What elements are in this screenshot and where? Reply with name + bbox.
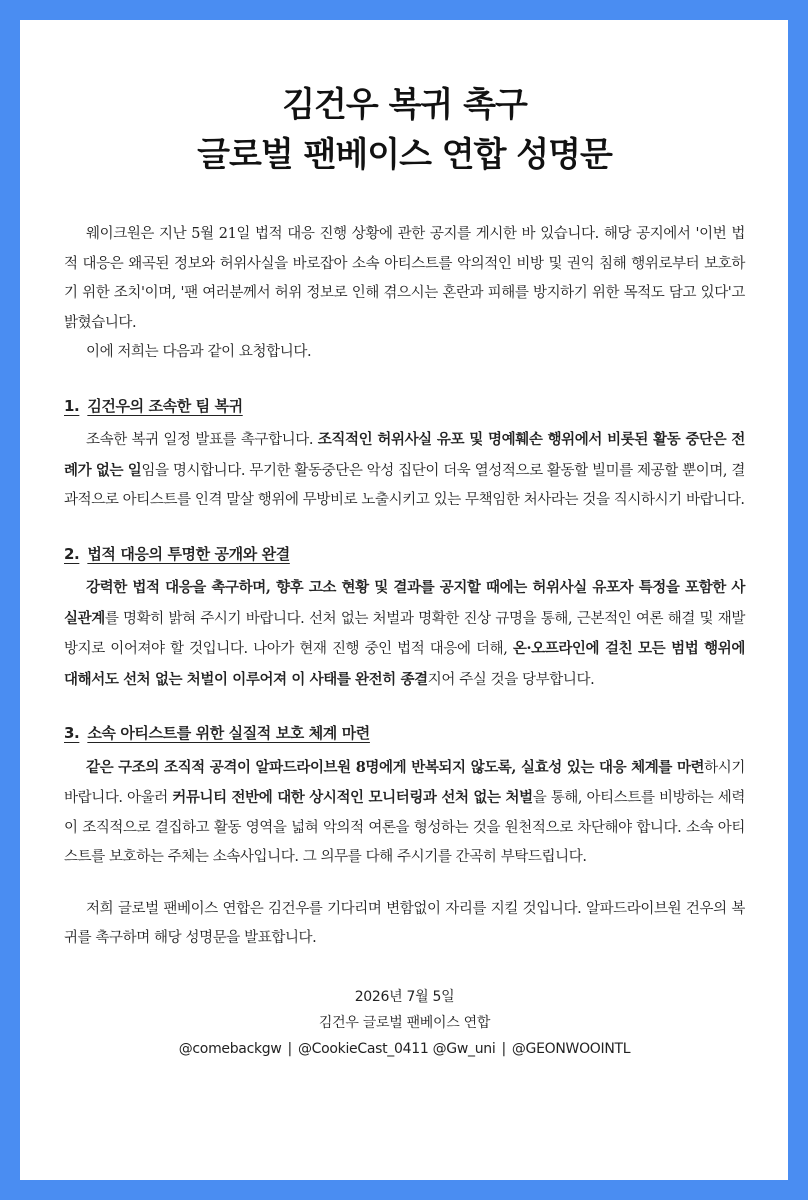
handle-geonwoointl: @GEONWOOINTL xyxy=(511,1040,631,1057)
handle-gw-uni: @Gw_uni xyxy=(432,1040,496,1057)
handle-separator: | xyxy=(501,1040,506,1057)
section-3-number: 3. xyxy=(64,724,80,742)
section-1-paragraph xyxy=(64,425,745,516)
handle-cookiecast: @CookieCast_0411 xyxy=(297,1040,429,1057)
section-3-title: 소속 아티스트를 위한 실질적 보호 체계 마련 xyxy=(87,724,370,742)
section-3-heading xyxy=(64,719,745,749)
section-2-bold-2: 온·오프라인에 걸친 모든 범법 행위에 대해서도 선처 없는 처벌이 이루어져 이 사태를 완전히 종결 xyxy=(64,640,745,688)
section-3-bold-1: 같은 구조의 조직적 공격이 알파드라이브원 8명에게 반복되지 않도록, 실효성 있는 대응 체계를 마련 xyxy=(86,758,705,776)
section-1-bold-1: 조직적인 허위사실 유포 및 명예훼손 행위에서 비롯된 활동 중단은 전례가 없는 일 xyxy=(64,431,746,479)
section-2-bold-1: 강력한 법적 대응을 촉구하며, 향후 고소 현황 및 결과를 공지할 때에는 허위사실 유포자 특정을 포함한 사실관계 xyxy=(64,579,745,627)
closing-paragraph: 저희 글로벌 팬베이스 연합은 김건우를 기다리며 변함없이 자리를 지킬 것입니다. 알파드라이브원 건우의 복귀를 촉구하며 해당 성명문을 발표합니다. xyxy=(64,900,745,946)
section-2-paragraph xyxy=(64,573,745,695)
section-2-title: 법적 대응의 투명한 공개와 완결 xyxy=(87,544,290,563)
section-1-heading xyxy=(64,392,745,422)
section-3-text-2: 하시기 바랍니다. 아울러 xyxy=(64,759,745,806)
section-2-text-2: 를 명확히 밝혀 주시기 바랍니다. 선처 없는 처벌과 명확한 진상 규명을 통해, 근본적인 여론 해결 및 재발 방지로 이어져야 할 것입니다. 나아가 현재 진행 중인 법적 대응에 더해, xyxy=(64,610,745,657)
intro-paragraph: 웨이크원은 지난 5월 21일 법적 대응 진행 상황에 관한 공지를 게시한 바 있습니다. 해당 공지에서 '이번 법적 대응은 왜곡된 정보와 허위사실을 바로잡아 소속 아티스트를 악의적인 비방 및 권익 침해 행위로부터 보호하기 위한 조치'이며, '팬 여러분께서 허위 정보로 인해 겪으시는 혼란과 피해를 방지하기 위한 목적도 담고 있다'고 밝혔습니다. xyxy=(64,226,745,331)
title-line-1: 김건우 복귀 촉구 xyxy=(282,85,527,125)
title-line-2: 글로벌 팬베이스 연합 성명문 xyxy=(197,135,612,175)
handle-comebackgw: @comebackgw xyxy=(178,1040,282,1057)
organization-name: 김건우 글로벌 팬베이스 연합 xyxy=(318,1014,491,1031)
section-2-text-3: 지어 주실 것을 당부합니다. xyxy=(427,671,595,688)
section-3-bold-2: 커뮤니티 전반에 대한 상시적인 모니터링과 선처 없는 처벌 xyxy=(172,789,533,806)
handle-separator: | xyxy=(287,1040,292,1057)
section-1-text-2: 임을 명시합니다. 무기한 활동중단은 악성 집단이 더욱 열성적으로 활동할 빌미를 제공할 뿐이며, 결과적으로 아티스트를 인격 말살 행위에 무방비로 노출시키고 있는 무책임한 처사라는 것을 직시하시기 바랍니다. xyxy=(64,462,745,508)
statement-body xyxy=(64,220,745,954)
intro-request: 이에 저희는 다음과 같이 요청합니다. xyxy=(86,344,312,360)
section-2-number: 2. xyxy=(64,544,80,563)
section-3-text-3: 을 통해, 아티스트를 비방하는 세력이 조직적으로 결집하고 활동 영역을 넓혀 악의적 여론을 형성하는 것을 원천적으로 차단해야 합니다. 소속 아티스트를 보호하는 주체는 소속사입니다. 그 의무를 다해 주시기를 간곡히 부탁드립니다. xyxy=(64,790,746,865)
section-1-text-1: 조속한 복귀 일정 발표를 촉구합니다. xyxy=(86,432,318,448)
section-3-paragraph xyxy=(64,753,745,873)
statement-title xyxy=(64,80,745,180)
statement-date: 2026년 7월 5일 xyxy=(354,988,455,1005)
section-1-number: 1. xyxy=(64,396,80,415)
signature-block xyxy=(64,984,745,1062)
section-1-title: 김건우의 조속한 팀 복귀 xyxy=(87,396,243,415)
section-2-heading xyxy=(64,540,745,570)
statement-sheet xyxy=(20,20,788,1180)
social-handles xyxy=(64,1036,745,1062)
